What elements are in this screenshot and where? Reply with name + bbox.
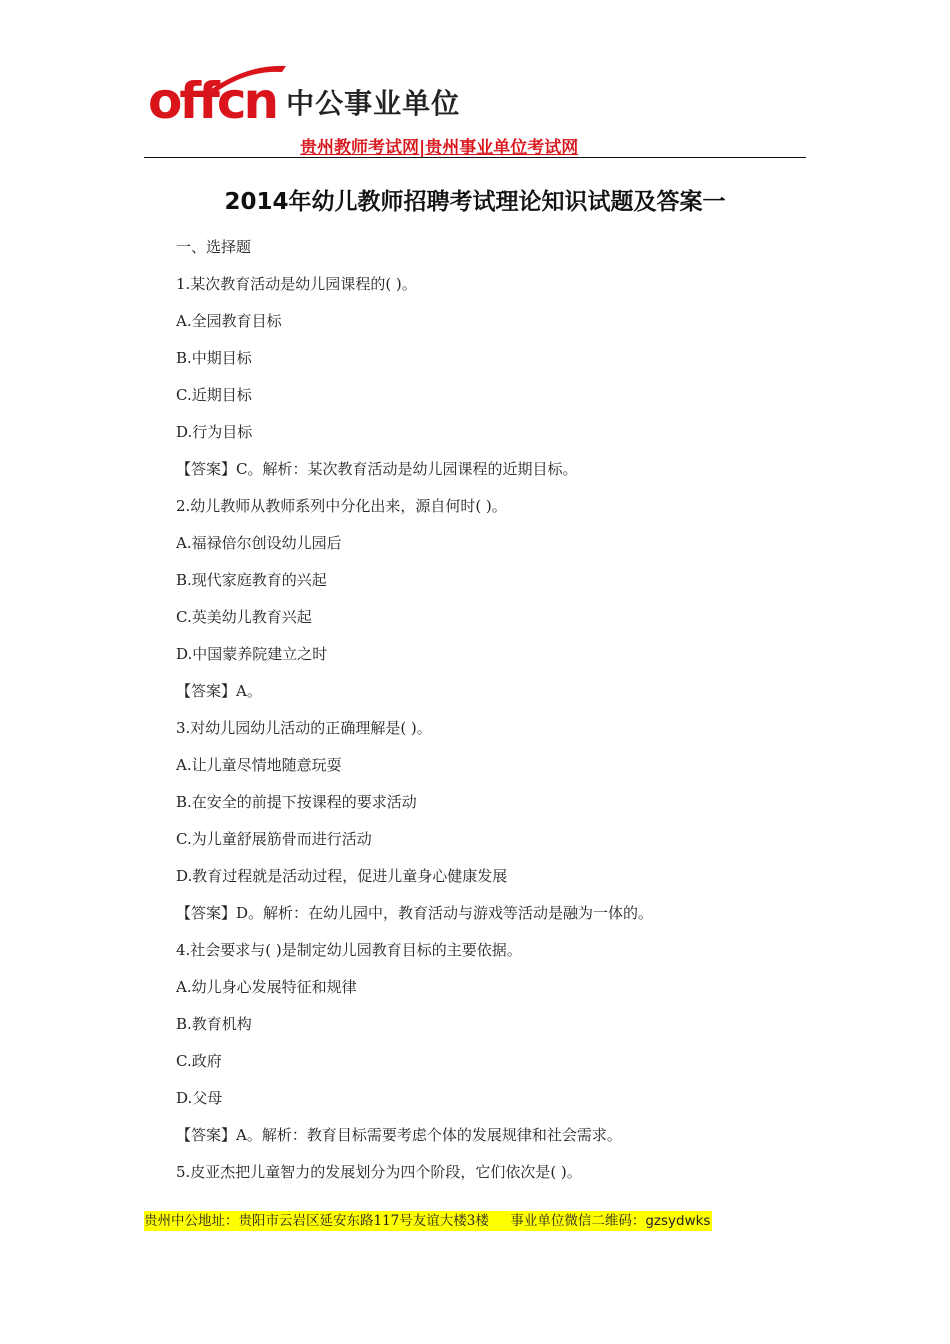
section-heading: 一、选择题 <box>176 238 252 256</box>
question-4: 4.社会要求与( )是制定幼儿园教育目标的主要依据。 <box>176 941 522 959</box>
q3-option-b: B.在安全的前提下按课程的要求活动 <box>176 793 417 811</box>
footer-address: 贵州中公地址：贵阳市云岩区延安东路117号友谊大楼3楼 <box>144 1213 489 1229</box>
q4-option-d: D.父母 <box>176 1089 223 1107</box>
q4-answer: 【答案】A。解析：教育目标需要考虑个体的发展规律和社会需求。 <box>176 1126 622 1144</box>
q1-option-b: B.中期目标 <box>176 349 252 367</box>
logo-swoosh-icon <box>208 62 288 92</box>
footer-contact <box>144 1211 712 1231</box>
link-teacher-exam[interactable]: 贵州教师考试网 <box>300 138 419 158</box>
q2-option-d: D.中国蒙养院建立之时 <box>176 645 328 663</box>
q1-answer: 【答案】C。解析：某次教育活动是幼儿园课程的近期目标。 <box>176 460 578 478</box>
q2-option-c: C.英美幼儿教育兴起 <box>176 608 312 626</box>
document-title: 2014年幼儿教师招聘考试理论知识试题及答案一 <box>224 189 726 215</box>
site-links <box>300 133 578 158</box>
question-5: 5.皮亚杰把儿童智力的发展划分为四个阶段，它们依次是( )。 <box>176 1163 582 1181</box>
footer-wechat-label: 事业单位微信二维码： <box>510 1213 646 1229</box>
q2-answer: 【答案】A。 <box>176 682 262 700</box>
logo-wordmark <box>148 72 277 130</box>
q1-option-c: C.近期目标 <box>176 386 252 404</box>
question-1: 1.某次教育活动是幼儿园课程的( )。 <box>176 275 417 293</box>
q1-option-d: D.行为目标 <box>176 423 253 441</box>
header-divider <box>144 157 806 158</box>
question-3: 3.对幼儿园幼儿活动的正确理解是( )。 <box>176 719 432 737</box>
q2-option-a: A.福禄倍尔创设幼儿园后 <box>176 534 342 552</box>
q4-option-a: A.幼儿身心发展特征和规律 <box>176 978 357 996</box>
q1-option-a: A.全园教育目标 <box>176 312 282 330</box>
q3-option-d: D.教育过程就是活动过程，促进儿童身心健康发展 <box>176 867 508 885</box>
logo-cn-text: 中公事业单位 <box>286 87 461 120</box>
link-separator: | <box>419 138 426 158</box>
q2-option-b: B.现代家庭教育的兴起 <box>176 571 327 589</box>
q4-option-c: C.政府 <box>176 1052 222 1070</box>
q3-option-c: C.为儿童舒展筋骨而进行活动 <box>176 830 372 848</box>
question-2: 2.幼儿教师从教师系列中分化出来，源自何时( )。 <box>176 497 507 515</box>
offcn-logo[interactable] <box>148 66 461 130</box>
q3-answer: 【答案】D。解析：在幼儿园中，教育活动与游戏等活动是融为一体的。 <box>176 904 654 922</box>
footer-wechat-id: gzsydwks <box>645 1213 711 1229</box>
link-public-institution-exam[interactable]: 贵州事业单位考试网 <box>425 138 579 158</box>
q4-option-b: B.教育机构 <box>176 1015 252 1033</box>
q3-option-a: A.让儿童尽情地随意玩耍 <box>176 756 342 774</box>
document-body <box>176 236 816 1198</box>
logo-en-text: offcn <box>148 72 277 130</box>
